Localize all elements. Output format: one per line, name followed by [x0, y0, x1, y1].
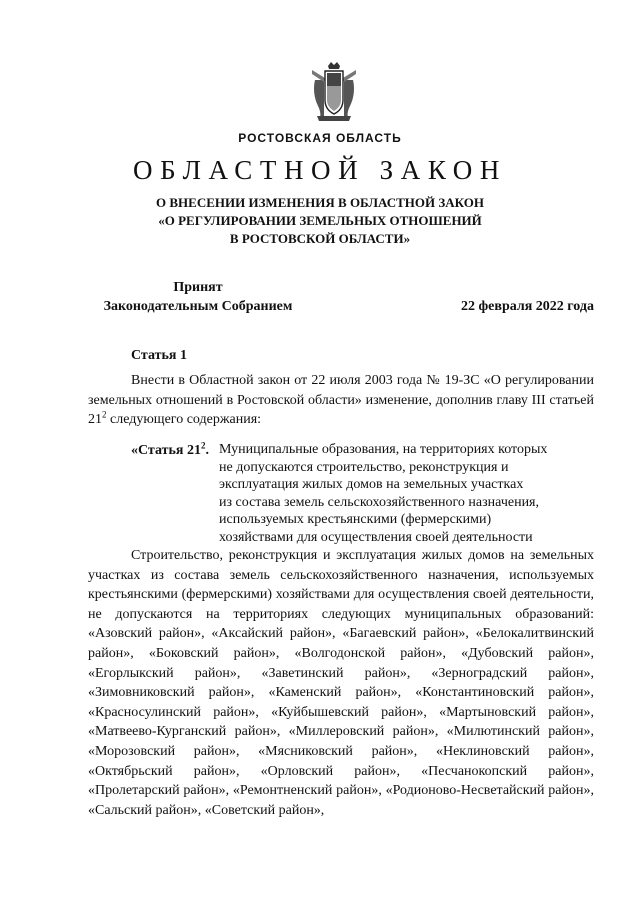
quoted-article-heading [131, 441, 209, 460]
adopted-label-line: Принят [173, 280, 223, 295]
quoted-heading-superscript: 2 [200, 440, 206, 451]
intro-text: Внести в Областной закон от 22 июля 2003 года № 19-ЗС «О регулировании земельных отношений в Ростовской области» изменение, дополнив главу III статьей 21 [88, 373, 594, 428]
subtitle-line: «О РЕГУЛИРОВАНИИ ЗЕМЕЛЬНЫХ ОТНОШЕНИЙ [158, 213, 482, 228]
quoted-title-line: эксплуатация жилых домов на земельных участках [219, 477, 524, 493]
intro-superscript: 2 [102, 409, 107, 420]
coat-of-arms-icon [309, 60, 359, 123]
adoption-date: 22 февраля 2022 года [461, 299, 594, 314]
article-heading: Статья 1 [131, 348, 187, 363]
intro-text-end: следующего содержания: [106, 412, 262, 428]
quoted-heading-dot: . [205, 443, 209, 458]
law-title: ОБЛАСТНОЙ ЗАКОН [133, 155, 507, 185]
quoted-title-line: из состава земель сельскохозяйственного назначения, [219, 494, 539, 510]
subtitle-line: О ВНЕСЕНИИ ИЗМЕНЕНИЯ В ОБЛАСТНОЙ ЗАКОН [156, 195, 484, 210]
quoted-title-line: используемых крестьянскими (фермерскими) [219, 512, 492, 528]
quoted-title-line: хозяйствами для осуществления своей деятельности [219, 529, 533, 545]
article-intro-paragraph [88, 371, 594, 430]
law-subtitle [0, 194, 640, 248]
quoted-title-line: Муниципальные образования, на территориях которых [219, 442, 548, 457]
quoted-title-line: не допускаются строительство, реконструкция и [219, 459, 509, 475]
region-name: РОСТОВСКАЯ ОБЛАСТЬ [238, 131, 402, 145]
quoted-article-title [219, 441, 584, 547]
adopted-by-label [88, 278, 308, 316]
article-body-paragraph: Строительство, реконструкция и эксплуатация жилых домов на земельных участках из состава земель сельскохозяйственного назначения, используемых крестьянскими (фермерскими) хозяйствами для осуществления своей деятельности, не допускаются на территориях следующих муниципальных образований: «Азовский район», «Аксайский район», «Багаевский район», «Белокалитвинский район», «Боковский район», «Волгодонской район», «Дубовский район», «Егорлыкский район», «Заветинский район», «Зерноградский район», «Зимовниковский район», «Каменский район», «Константиновский район», «Красносулинский район», «Куйбышевский район», «Мартыновский район», «Матвеево-Курганский район», «Миллеровский район», «Милютинский район», «Морозовский район», «Мясниковский район», «Неклиновский район», «Октябрьский район», «Орловский район», «Песчанокопский район», «Пролетарский район», «Ремонтненский район», «Родионово-Несветайский район», «Сальский район», «Советский район», [88, 548, 594, 818]
quoted-heading-text: «Статья 21 [131, 443, 201, 458]
adopted-label-line: Законодательным Собранием [103, 299, 293, 314]
subtitle-line: В РОСТОВСКОЙ ОБЛАСТИ» [229, 231, 411, 246]
